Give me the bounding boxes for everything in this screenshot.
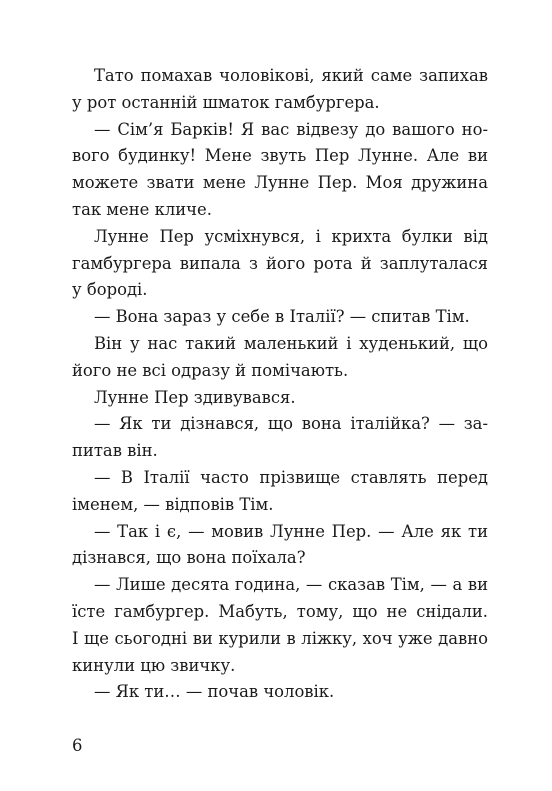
text-line-13: Лунне Пер здивувався. [94,387,296,407]
text-line-17: іменем, — відповів Тім. [72,494,274,514]
text-line-16: — В Італії часто прізвище ставлять перед [94,467,488,487]
page-number: 6 [72,736,83,755]
text-line-2: у рот останній шматок гамбургера. [72,92,380,112]
text-line-10: — Вона зараз у себе в Італії? — спитав Тім. [94,307,470,327]
text-line-8: гамбургера випала з його рота й заплуталася [72,253,488,273]
text-line-5: можете звати мене Лунне Пер. Моя дружина [72,173,488,193]
text-line-19: дізнався, що вона поїхала? [72,548,306,568]
text-line-15: питав він. [72,441,158,461]
text-line-12: його не всі одразу й помічають. [72,360,349,380]
text-line-9: у бороді. [72,280,148,300]
text-line-11: Він у нас такий маленький і худенький, що [94,333,488,353]
text-line-7: Лунне Пер усміхнувся, і крихта булки від [94,226,488,246]
text-line-3: — Сім’я Барків! Я вас відвезу до вашого но- [94,119,488,139]
text-line-20: — Лише десята година, — сказав Тім, — а ви [94,575,488,595]
text-line-14: — Як ти дізнався, що вона італійка? — за- [94,414,488,434]
text-line-22: І ще сьогодні ви курили в ліжку, хоч уже давно [72,628,488,648]
body-text [72,63,488,706]
text-line-1: Тато помахав чоловікові, який саме запихав [94,66,488,85]
text-line-21: їсте гамбургер. Мабуть, тому, що не снідали. [72,601,488,621]
text-line-23: кинули цю звичку. [72,655,236,675]
text-line-4: вого будинку! Мене звуть Пер Лунне. Але ви [72,146,488,166]
text-line-6: так мене кличе. [72,199,212,219]
text-line-24: — Як ти… — почав чоловік. [94,682,335,702]
text-line-18: — Так і є, — мовив Лунне Пер. — Але як ти [94,521,488,541]
